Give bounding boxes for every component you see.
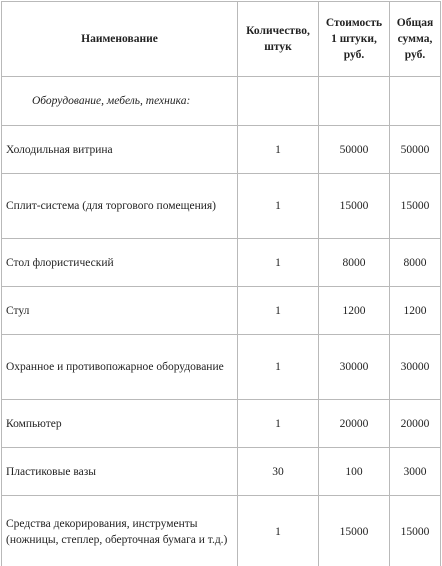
item-price: 30000 — [319, 335, 390, 400]
section-empty-cell — [390, 77, 441, 126]
section-empty-cell — [319, 77, 390, 126]
item-price: 50000 — [319, 126, 390, 174]
item-name: Компьютер — [2, 400, 238, 448]
table-row — [2, 239, 441, 287]
item-qty: 1 — [238, 400, 319, 448]
item-total: 1200 — [390, 287, 441, 335]
item-price: 1200 — [319, 287, 390, 335]
section-row — [2, 77, 441, 126]
item-qty: 1 — [238, 174, 319, 239]
item-name: Сплит-система (для торгового помещения) — [2, 174, 238, 239]
item-qty: 1 — [238, 239, 319, 287]
item-price: 15000 — [319, 496, 390, 566]
item-qty: 1 — [238, 126, 319, 174]
table-row — [2, 335, 441, 400]
item-qty: 1 — [238, 496, 319, 566]
item-name: Средства декорирования, инструменты (ножницы, степлер, оберточная бумага и т.д.) — [2, 496, 238, 566]
item-total: 15000 — [390, 496, 441, 566]
item-price: 15000 — [319, 174, 390, 239]
section-empty-cell — [238, 77, 319, 126]
section-label: Оборудование, мебель, техника: — [2, 77, 238, 126]
header-price: Стоимость 1 штуки, руб. — [319, 2, 390, 77]
item-name: Стул — [2, 287, 238, 335]
item-price: 8000 — [319, 239, 390, 287]
header-qty: Количество, штук — [238, 2, 319, 77]
item-price: 20000 — [319, 400, 390, 448]
item-total: 3000 — [390, 448, 441, 496]
item-total: 8000 — [390, 239, 441, 287]
table-row — [2, 174, 441, 239]
table-header-row — [2, 2, 441, 77]
table-row — [2, 496, 441, 566]
item-total: 30000 — [390, 335, 441, 400]
header-total: Общая сумма, руб. — [390, 2, 441, 77]
item-name: Охранное и противопожарное оборудование — [2, 335, 238, 400]
table-row — [2, 448, 441, 496]
table-row — [2, 126, 441, 174]
item-total: 50000 — [390, 126, 441, 174]
item-qty: 1 — [238, 287, 319, 335]
item-name: Пластиковые вазы — [2, 448, 238, 496]
item-qty: 30 — [238, 448, 319, 496]
item-name: Стол флористический — [2, 239, 238, 287]
item-total: 15000 — [390, 174, 441, 239]
header-name: Наименование — [2, 2, 238, 77]
budget-table — [1, 1, 441, 566]
item-name: Холодильная витрина — [2, 126, 238, 174]
table-row — [2, 287, 441, 335]
table-row — [2, 400, 441, 448]
item-total: 20000 — [390, 400, 441, 448]
item-qty: 1 — [238, 335, 319, 400]
item-price: 100 — [319, 448, 390, 496]
